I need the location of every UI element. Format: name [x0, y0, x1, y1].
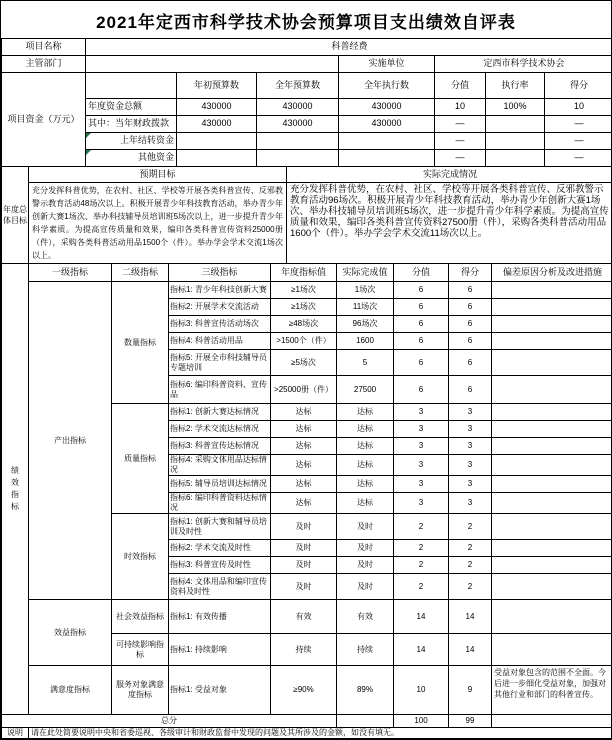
- indicator-score: 2: [449, 574, 492, 600]
- indicator-name: 指标1: 有效传播: [169, 600, 271, 634]
- indicator-target: 持续: [271, 634, 337, 666]
- indicator-score-value: 3: [394, 438, 449, 455]
- funds-row-carryover: [2, 133, 612, 150]
- header-score-value: 分值: [394, 264, 449, 282]
- indicator-deviation: [492, 493, 612, 514]
- total-score-value: 100: [394, 715, 449, 728]
- indicator-deviation: [492, 438, 612, 455]
- indicator-score: 2: [449, 557, 492, 574]
- impl-unit-value: 定西市科学技术协会: [435, 56, 612, 73]
- label-text: 其他资金: [138, 152, 174, 162]
- indicator-score-value: 2: [394, 540, 449, 557]
- indicator-name: 指标6: 编印科普资料达标情况: [169, 493, 271, 514]
- indicator-score: 3: [449, 476, 492, 493]
- indicator-score: 14: [449, 634, 492, 666]
- indicator-target: 达标: [271, 438, 337, 455]
- indicator-actual: 1600: [337, 333, 394, 350]
- indicator-actual: 达标: [337, 404, 394, 421]
- indicator-name: 指标3: 科普宣传及时性: [169, 557, 271, 574]
- cell-value: 100%: [486, 99, 545, 116]
- indicator-name: 指标3: 科普宣传活动场次: [169, 316, 271, 333]
- indicator-score: 2: [449, 540, 492, 557]
- indicator-score-value: 2: [394, 514, 449, 540]
- indicator-score-value: 6: [394, 376, 449, 404]
- indicator-score-value: 6: [394, 350, 449, 376]
- indicator-actual: 达标: [337, 493, 394, 514]
- funds-row-label-fiscal: 其中：当年财政拨款: [86, 116, 177, 133]
- level2-quantity: 数量指标: [112, 282, 169, 404]
- indicator-target: 达标: [271, 404, 337, 421]
- funds-header-score: 得分: [545, 73, 612, 99]
- indicator-deviation: [492, 574, 612, 600]
- cell-value: [177, 133, 257, 150]
- funds-header-score-value: 分值: [435, 73, 486, 99]
- funds-row-label-total: 年度资金总额: [86, 99, 177, 116]
- indicator-name: 指标1: 青少年科技创新大赛: [169, 282, 271, 299]
- indicator-name: 指标5: 开展全市科技辅导员专题培训: [169, 350, 271, 376]
- indicator-score: 3: [449, 404, 492, 421]
- indicator-name: 指标1: 受益对象: [169, 666, 271, 715]
- label-text: 上年结转资金: [120, 135, 174, 145]
- annual-goal-table: [1, 166, 612, 264]
- indicator-actual: 及时: [337, 557, 394, 574]
- note-text: 请在此处简要说明中央和省委巡视、各级审计和财政监督中发现的问题及其所涉及的金额，如没有填无。: [29, 728, 612, 739]
- indicator-target: ≥90%: [271, 666, 337, 715]
- indicator-row: [2, 600, 612, 634]
- indicator-score: 9: [449, 666, 492, 715]
- header-score: 得分: [449, 264, 492, 282]
- expected-goal-text: 充分发挥科普优势，在农村、社区、学校等开展各类科普宣传、反邪教警示教育活动48场次以上。积极开展青少年科技教育活动，举办青少年创新大赛1场次、举办科技辅导员培训班5场次以上，进一步提升青少年科学素质。为提高宣传质量和效果，编印各类科普宣传资料25000册（件），采购各类科普活动用品1500个（件）。举办学会学术交流1场次以上。: [29, 183, 287, 264]
- header-actual: 实际完成值: [337, 264, 394, 282]
- indicator-score-value: 3: [394, 421, 449, 438]
- indicator-target: 达标: [271, 493, 337, 514]
- funds-row-label-other: [86, 150, 177, 167]
- dept-value: [86, 56, 339, 73]
- indicator-name: 指标3: 科普宣传达标情况: [169, 438, 271, 455]
- indicator-actual: 持续: [337, 634, 394, 666]
- indicator-deviation: [492, 557, 612, 574]
- indicator-target: ≥1场次: [271, 299, 337, 316]
- funds-sub-label-blank: [86, 73, 177, 99]
- dept-label: 主管部门: [2, 56, 86, 73]
- indicator-score-value: 3: [394, 493, 449, 514]
- indicator-score: 6: [449, 282, 492, 299]
- indicator-name: 指标1: 创新大赛达标情况: [169, 404, 271, 421]
- indicator-score: 6: [449, 333, 492, 350]
- cell-value: —: [545, 116, 612, 133]
- cell-value: 10: [545, 99, 612, 116]
- cell-value: 430000: [257, 99, 339, 116]
- excel-marker-icon: [86, 133, 91, 138]
- level2-timeliness: 时效指标: [112, 514, 169, 600]
- indicator-name: 指标4: 文体用品和编印宣传资料及时性: [169, 574, 271, 600]
- indicator-target: 及时: [271, 540, 337, 557]
- indicator-score-value: 3: [394, 476, 449, 493]
- indicator-name: 指标2: 学术交流及时性: [169, 540, 271, 557]
- level2-social: 社会效益指标: [112, 600, 169, 634]
- indicator-deviation: [492, 333, 612, 350]
- indicator-score: 3: [449, 455, 492, 476]
- total-score: 99: [449, 715, 492, 728]
- funds-row-total: [2, 99, 612, 116]
- indicator-actual: 及时: [337, 514, 394, 540]
- cell-value: [339, 133, 435, 150]
- total-deviation-blank: [492, 715, 612, 728]
- funds-header-annual: 全年预算数: [257, 73, 339, 99]
- funds-row-label: 项目资金（万元）: [2, 73, 86, 167]
- indicator-score-value: 3: [394, 404, 449, 421]
- header-deviation: 偏差原因分析及改进措施: [492, 264, 612, 282]
- expected-goal-header: 预期目标: [29, 167, 287, 183]
- note-row: [2, 728, 612, 739]
- indicator-score-value: 6: [394, 282, 449, 299]
- indicator-score: 3: [449, 493, 492, 514]
- indicator-name: 指标1: 持续影响: [169, 634, 271, 666]
- indicator-score-value: 6: [394, 333, 449, 350]
- indicator-score-value: 6: [394, 299, 449, 316]
- indicator-deviation: [492, 316, 612, 333]
- funds-row-label-carryover: [86, 133, 177, 150]
- indicator-name: 指标6: 编印科普资料、宣传品: [169, 376, 271, 404]
- indicator-name: 指标2: 学术交流达标情况: [169, 421, 271, 438]
- header-level3: 三级指标: [169, 264, 271, 282]
- indicator-row: [2, 282, 612, 299]
- actual-completion-header: 实际完成情况: [287, 167, 612, 183]
- level1-benefit: 效益指标: [29, 600, 112, 666]
- cell-value: [177, 150, 257, 167]
- total-blank: [337, 715, 394, 728]
- indicator-name: 指标5: 辅导员培训达标情况: [169, 476, 271, 493]
- indicator-actual: 89%: [337, 666, 394, 715]
- cell-value: [339, 150, 435, 167]
- indicators-table: [1, 263, 612, 739]
- funds-row-fiscal: [2, 116, 612, 133]
- indicator-score-value: 3: [394, 455, 449, 476]
- indicator-target: 及时: [271, 574, 337, 600]
- excel-marker-icon: [86, 150, 91, 155]
- indicator-actual: 27500: [337, 376, 394, 404]
- indicator-name: 指标4: 科普活动用品: [169, 333, 271, 350]
- funds-row-other: [2, 150, 612, 167]
- annual-goal-label: 年度总体目标: [2, 167, 29, 264]
- indicator-target: ≥48场次: [271, 316, 337, 333]
- funds-header-exec-rate: 执行率: [486, 73, 545, 99]
- indicator-deviation: [492, 455, 612, 476]
- indicator-score: 6: [449, 299, 492, 316]
- indicator-actual: 有效: [337, 600, 394, 634]
- indicator-actual: 达标: [337, 455, 394, 476]
- indicator-deviation: [492, 376, 612, 404]
- header-level2: 二级指标: [112, 264, 169, 282]
- indicator-target: 达标: [271, 455, 337, 476]
- indicator-deviation: [492, 476, 612, 493]
- total-label: 总分: [2, 715, 337, 728]
- total-row: [2, 715, 612, 728]
- indicator-name: 指标1: 创新大赛和辅导员培训及时性: [169, 514, 271, 540]
- level2-sustain: 可持续影响指标: [112, 634, 169, 666]
- indicator-name: 指标4: 采购文体用品达标情况: [169, 455, 271, 476]
- cell-value: —: [435, 133, 486, 150]
- header-level1: 一级指标: [29, 264, 112, 282]
- indicator-row: [2, 666, 612, 715]
- project-name-label: 项目名称: [2, 39, 86, 56]
- indicator-actual: 5: [337, 350, 394, 376]
- header-target: 年度指标值: [271, 264, 337, 282]
- indicator-deviation: [492, 514, 612, 540]
- cell-value: —: [435, 150, 486, 167]
- indicators-section-label: 绩效指标: [2, 264, 29, 715]
- cell-value: [486, 116, 545, 133]
- level1-output: 产出指标: [29, 282, 112, 600]
- indicator-target: 达标: [271, 421, 337, 438]
- indicator-target: >25000册（件）: [271, 376, 337, 404]
- indicator-target: 有效: [271, 600, 337, 634]
- indicator-actual: 11场次: [337, 299, 394, 316]
- indicator-target: >1500个（件）: [271, 333, 337, 350]
- indicator-actual: 达标: [337, 476, 394, 493]
- info-funds-table: [1, 38, 612, 167]
- indicator-score: 2: [449, 514, 492, 540]
- actual-completion-text: 充分发挥科普优势，在农村、社区、学校等开展各类科普宣传、反邪教警示教育活动96场次。积极开展青少年科技教育活动，举办青少年创新大赛1场次、举办科技辅导员培训班5场次，进一步提升青少年科学素质。为提高宣传质量和效果，编印各类科普宣传资料27500册（件），采购各类科普活动用品1600个（件）。举办学会学术交流11场次以上。: [287, 183, 612, 264]
- cell-value: [486, 150, 545, 167]
- funds-header-executed: 全年执行数: [339, 73, 435, 99]
- indicator-name: 指标2: 开展学术交流活动: [169, 299, 271, 316]
- indicator-deviation: [492, 404, 612, 421]
- indicator-actual: 96场次: [337, 316, 394, 333]
- level2-service: 服务对象满意度指标: [112, 666, 169, 715]
- indicator-actual: 达标: [337, 421, 394, 438]
- project-name-value: 科普经费: [86, 39, 612, 56]
- indicator-score: 3: [449, 421, 492, 438]
- level2-quality: 质量指标: [112, 404, 169, 514]
- cell-value: —: [435, 116, 486, 133]
- impl-unit-label: 实施单位: [339, 56, 435, 73]
- indicator-target: ≥5场次: [271, 350, 337, 376]
- cell-value: 10: [435, 99, 486, 116]
- cell-value: —: [545, 133, 612, 150]
- indicator-target: ≥1场次: [271, 282, 337, 299]
- indicator-score-value: 10: [394, 666, 449, 715]
- cell-value: 430000: [177, 99, 257, 116]
- indicator-score-value: 6: [394, 316, 449, 333]
- indicator-actual: 1场次: [337, 282, 394, 299]
- indicator-target: 及时: [271, 514, 337, 540]
- indicator-score-value: 2: [394, 557, 449, 574]
- indicator-score: 6: [449, 316, 492, 333]
- indicator-deviation: [492, 540, 612, 557]
- cell-value: [257, 150, 339, 167]
- indicator-deviation: [492, 350, 612, 376]
- note-label: 说明: [2, 728, 29, 739]
- indicator-score-value: 2: [394, 574, 449, 600]
- indicator-deviation: [492, 299, 612, 316]
- indicator-score: 14: [449, 600, 492, 634]
- cell-value: 430000: [339, 116, 435, 133]
- indicator-deviation: [492, 600, 612, 634]
- indicator-score: 6: [449, 376, 492, 404]
- cell-value: [486, 133, 545, 150]
- indicator-deviation: [492, 282, 612, 299]
- indicator-deviation: [492, 634, 612, 666]
- indicator-deviation: 受益对象包含的范围不全面。今后进一步细化受益对象，加强对其他行业和部门的科普宣传。: [492, 666, 612, 715]
- indicator-score: 6: [449, 350, 492, 376]
- indicator-target: 及时: [271, 557, 337, 574]
- cell-value: 430000: [257, 116, 339, 133]
- cell-value: 430000: [177, 116, 257, 133]
- page-title: 2021年定西市科学技术协会预算项目支出绩效自评表: [1, 1, 611, 39]
- indicator-score-value: 14: [394, 600, 449, 634]
- indicator-score-value: 14: [394, 634, 449, 666]
- level1-satisfaction: 满意度指标: [29, 666, 112, 715]
- cell-value: —: [545, 150, 612, 167]
- cell-value: 430000: [339, 99, 435, 116]
- indicator-deviation: [492, 421, 612, 438]
- indicator-actual: 及时: [337, 540, 394, 557]
- indicator-actual: 达标: [337, 438, 394, 455]
- funds-header-initial: 年初预算数: [177, 73, 257, 99]
- indicator-actual: 及时: [337, 574, 394, 600]
- indicator-score: 3: [449, 438, 492, 455]
- indicator-target: 达标: [271, 476, 337, 493]
- cell-value: [257, 133, 339, 150]
